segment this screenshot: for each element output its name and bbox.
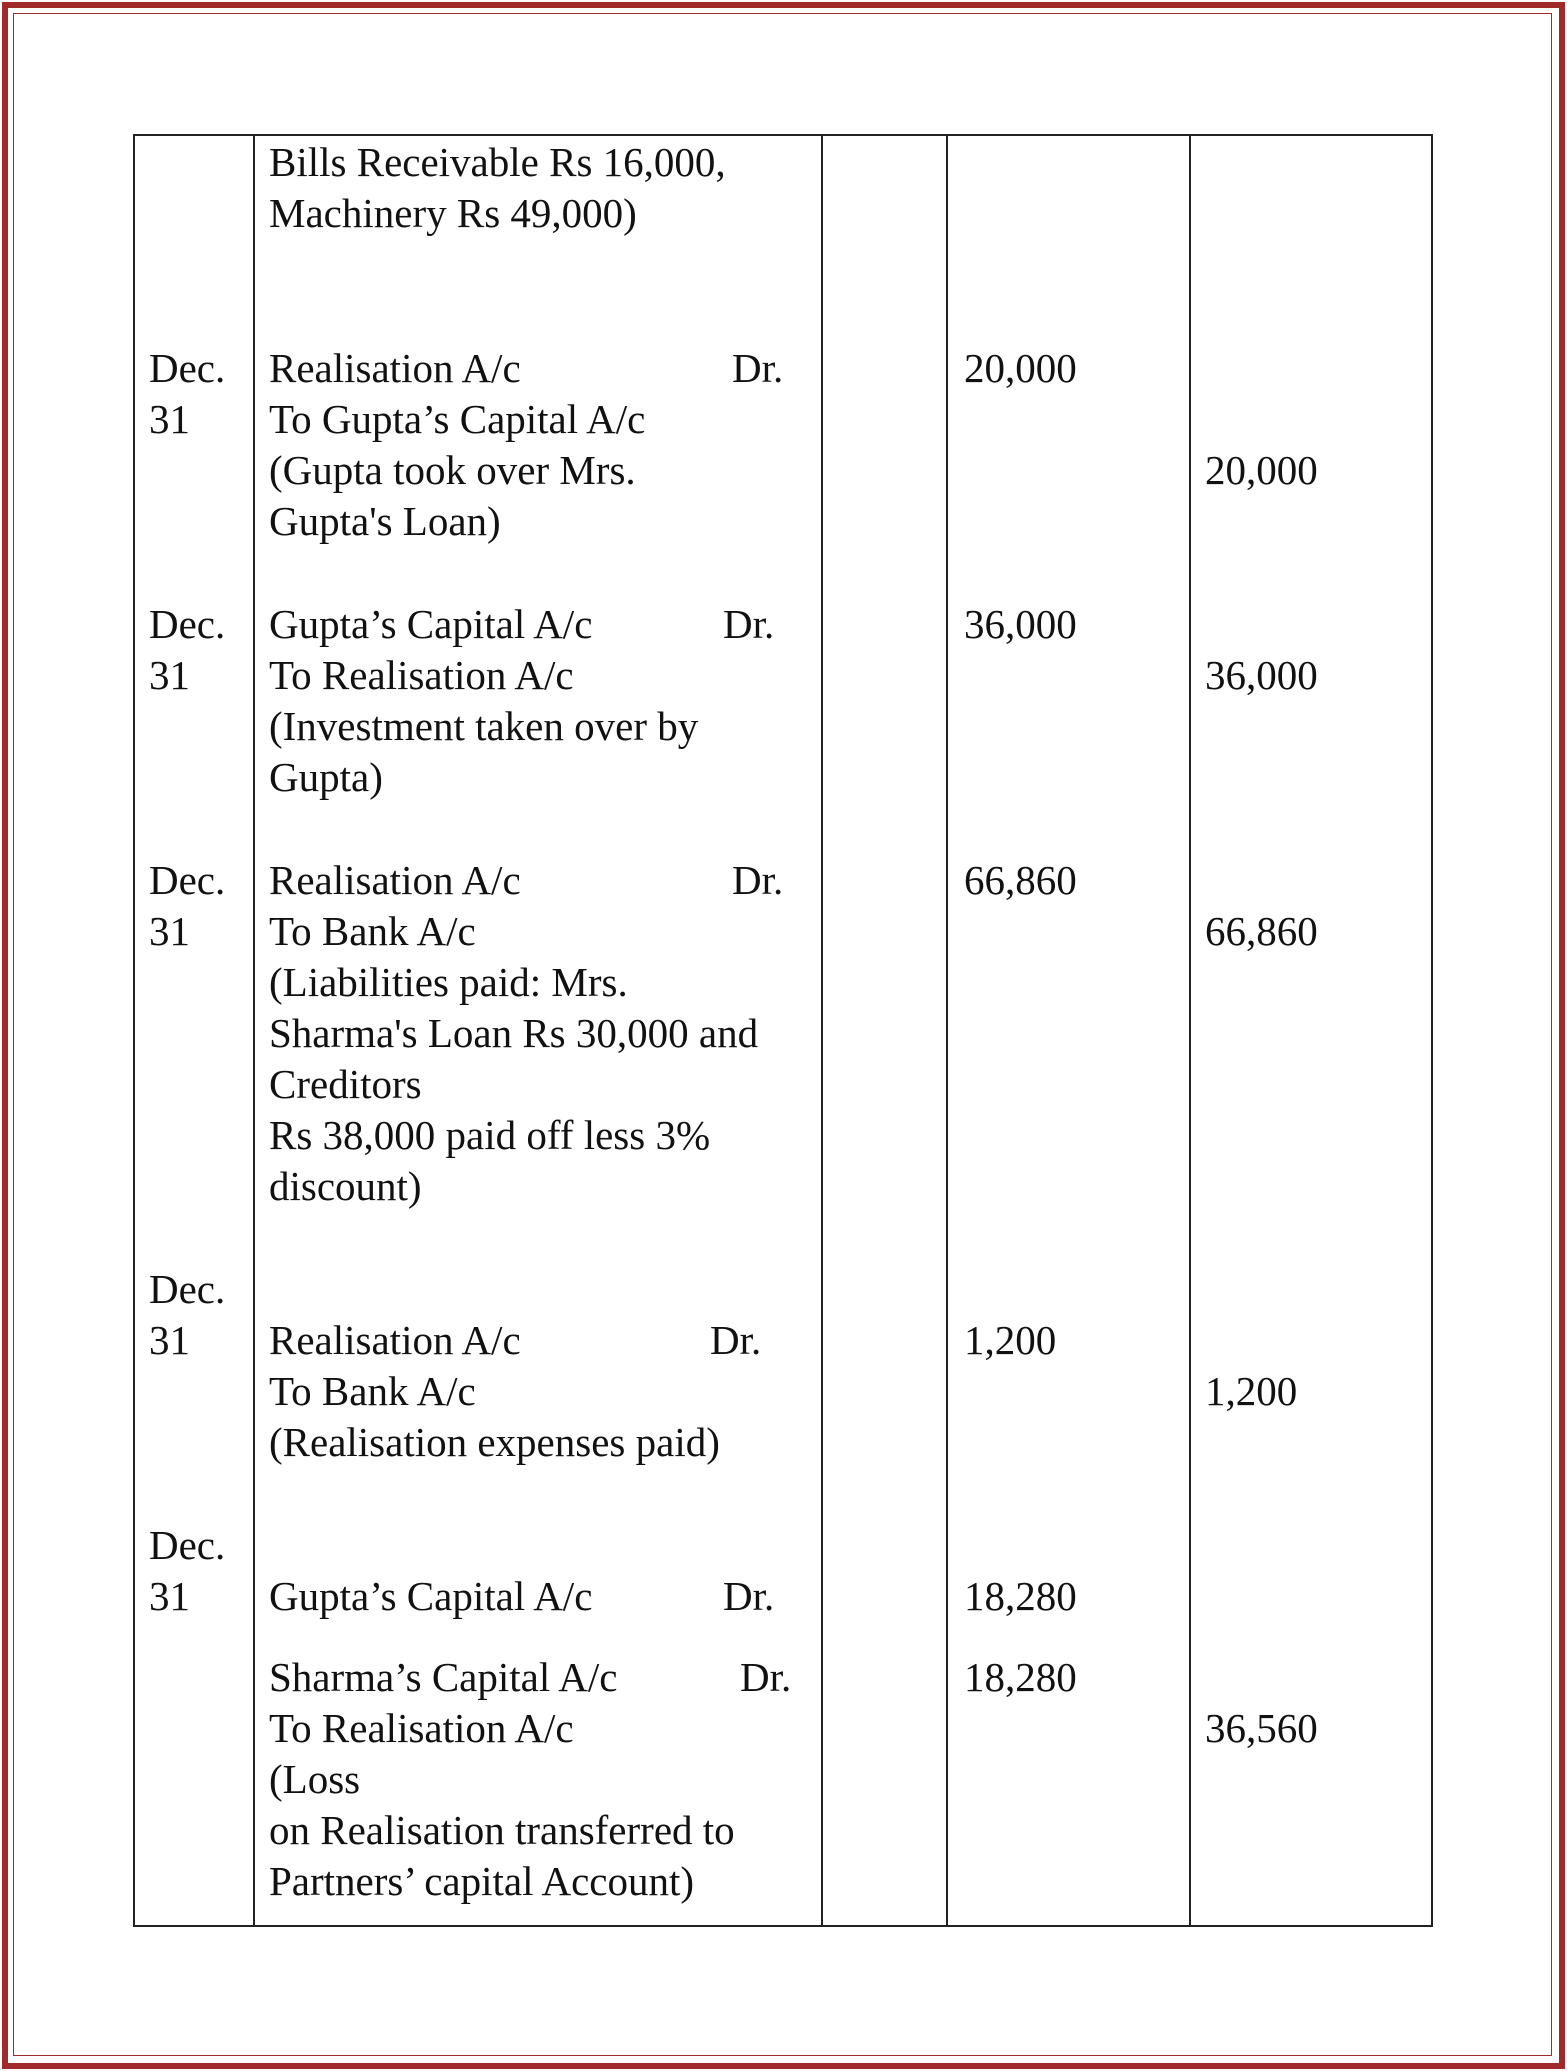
particulars-line: Bills Receivable Rs 16,000, [269, 139, 726, 185]
date-day: 31 [149, 1573, 190, 1619]
journal-table [133, 134, 1433, 1927]
debit-marker: Dr. [723, 1573, 775, 1619]
particulars-line: Gupta) [269, 754, 383, 800]
date-month: Dec. [149, 601, 226, 647]
date-month: Dec. [149, 857, 226, 903]
date-month: Dec. [149, 345, 226, 391]
credit-amount: 20,000 [1205, 447, 1318, 493]
debit-amount: 36,000 [964, 601, 1077, 647]
particulars-line: (Loss [269, 1756, 361, 1802]
debit-amount: 18,280 [964, 1573, 1077, 1619]
particulars-line: To Realisation A/c [269, 652, 574, 698]
particulars-line: (Liabilities paid: Mrs. [269, 959, 628, 1005]
particulars-line: Realisation A/c [269, 345, 521, 391]
particulars-line: (Gupta took over Mrs. [269, 447, 636, 493]
date-day: 31 [149, 1317, 190, 1363]
particulars-line: To Realisation A/c [269, 1705, 574, 1751]
debit-marker: Dr. [732, 857, 784, 903]
date-day: 31 [149, 908, 190, 954]
debit-amount: 1,200 [964, 1317, 1057, 1363]
particulars-line: (Realisation expenses paid) [269, 1419, 720, 1465]
date-day: 31 [149, 396, 190, 442]
debit-amount: 66,860 [964, 857, 1077, 903]
credit-amount: 36,560 [1205, 1705, 1318, 1751]
debit-amount: 20,000 [964, 345, 1077, 391]
debit-marker: Dr. [723, 601, 775, 647]
credit-amount: 1,200 [1205, 1368, 1298, 1414]
particulars-line: To Bank A/c [269, 908, 476, 954]
particulars-line: Sharma's Loan Rs 30,000 and [269, 1010, 759, 1056]
column-divider-particulars [821, 136, 823, 1925]
particulars-line: To Bank A/c [269, 1368, 476, 1414]
date-month: Dec. [149, 1522, 226, 1568]
particulars-line: Rs 38,000 paid off less 3% [269, 1112, 711, 1158]
debit-marker: Dr. [732, 345, 784, 391]
column-divider-date [253, 136, 255, 1925]
particulars-line: Gupta's Loan) [269, 498, 501, 544]
particulars-line: Partners’ capital Account) [269, 1858, 695, 1904]
debit-marker: Dr. [740, 1654, 792, 1700]
particulars-line: Realisation A/c [269, 1317, 521, 1363]
particulars-line: Gupta’s Capital A/c [269, 1573, 593, 1619]
column-divider-debit [1189, 136, 1191, 1925]
debit-amount: 18,280 [964, 1654, 1077, 1700]
particulars-line: To Gupta’s Capital A/c [269, 396, 646, 442]
particulars-line: Realisation A/c [269, 857, 521, 903]
particulars-line: (Investment taken over by [269, 703, 699, 749]
date-month: Dec. [149, 1266, 226, 1312]
credit-amount: 66,860 [1205, 908, 1318, 954]
particulars-line: Machinery Rs 49,000) [269, 190, 637, 236]
particulars-line: on Realisation transferred to [269, 1807, 735, 1853]
particulars-line: Creditors [269, 1061, 422, 1107]
column-divider-lf [946, 136, 948, 1925]
debit-marker: Dr. [710, 1317, 762, 1363]
particulars-line: Sharma’s Capital A/c [269, 1654, 618, 1700]
date-day: 31 [149, 652, 190, 698]
credit-amount: 36,000 [1205, 652, 1318, 698]
particulars-line: discount) [269, 1163, 422, 1209]
particulars-line: Gupta’s Capital A/c [269, 601, 593, 647]
